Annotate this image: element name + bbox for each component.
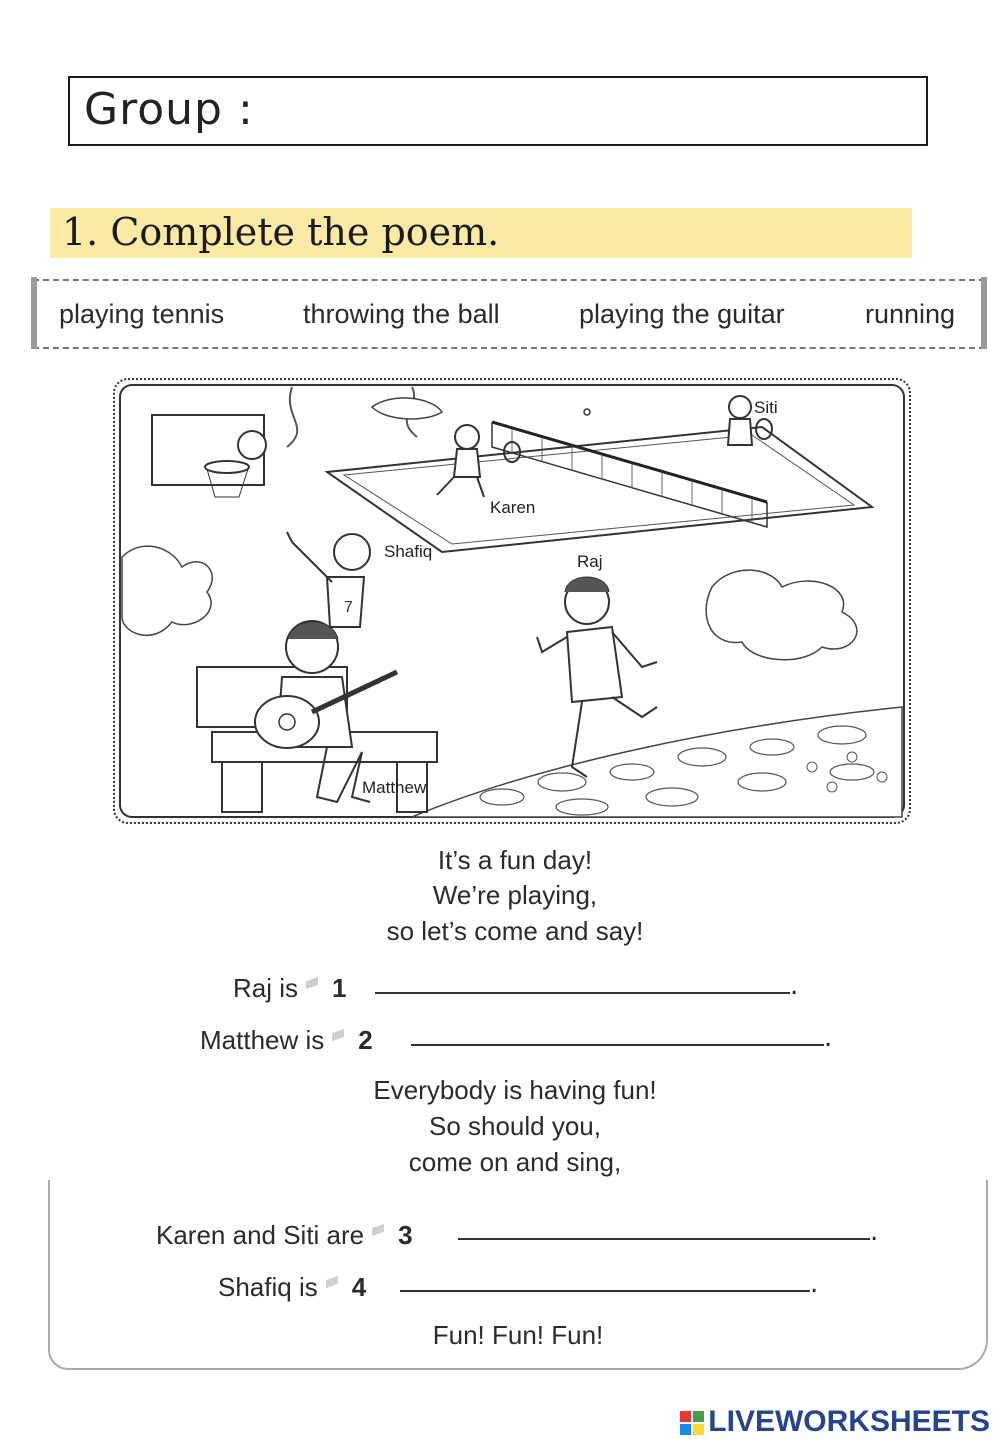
poem-closing: Fun! Fun! Fun! xyxy=(432,1320,604,1350)
siti-head xyxy=(729,396,751,418)
pointer-icon xyxy=(332,1029,344,1041)
instruction-bar xyxy=(50,208,912,258)
pointer-icon xyxy=(372,1224,384,1236)
answer-2-line[interactable] xyxy=(411,1016,824,1046)
group-label: Group : xyxy=(84,84,254,135)
answer-3-line[interactable] xyxy=(458,1210,870,1240)
question-1 xyxy=(233,973,346,1004)
question-4-end: . xyxy=(810,1269,819,1299)
question-4-prefix: Shafiq is xyxy=(218,1272,318,1302)
question-1-end: . xyxy=(790,971,799,1001)
question-4-number: 4 xyxy=(351,1272,367,1302)
answer-1-input[interactable] xyxy=(375,964,794,994)
group-box xyxy=(68,76,928,146)
answer-3-input[interactable] xyxy=(458,1210,874,1240)
raj-body xyxy=(567,627,622,702)
liveworksheets-logo-icon xyxy=(680,1411,704,1435)
answer-4-line[interactable] xyxy=(400,1262,810,1292)
label-raj: Raj xyxy=(577,552,603,571)
label-shafiq: Shafiq xyxy=(384,542,433,561)
group-input[interactable] xyxy=(250,88,914,138)
bench-leg-left xyxy=(222,762,262,812)
label-matthew: Matthew xyxy=(362,778,427,797)
word-bank-item: throwing the ball xyxy=(303,299,500,329)
guitar-body xyxy=(255,696,319,748)
question-2-end: . xyxy=(824,1023,833,1053)
instruction-text: 1. Complete the poem. xyxy=(62,210,500,254)
shafiq-head xyxy=(334,534,370,570)
question-3 xyxy=(156,1220,413,1251)
poem-line: So should you, xyxy=(428,1111,601,1141)
pointer-icon xyxy=(326,1276,338,1288)
park-illustration xyxy=(112,377,912,825)
poem-line: come on and sing, xyxy=(408,1147,622,1177)
question-3-prefix: Karen and Siti are xyxy=(156,1220,365,1250)
question-3-number: 3 xyxy=(398,1220,413,1250)
word-bank-item: playing the guitar xyxy=(579,299,785,329)
word-bank-item: playing tennis xyxy=(59,299,225,329)
poem-line: We’re playing, xyxy=(432,880,598,910)
poem-line: so let’s come and say! xyxy=(386,916,644,946)
word-bank-item: running xyxy=(865,299,956,329)
label-karen: Karen xyxy=(490,498,536,517)
karen-head xyxy=(455,425,479,449)
answer-1-line[interactable] xyxy=(375,964,790,994)
answer-2-input[interactable] xyxy=(411,1016,828,1046)
pointer-icon xyxy=(306,977,318,989)
question-3-end: . xyxy=(870,1217,879,1247)
question-2-prefix: Matthew is xyxy=(200,1025,325,1055)
label-siti: Siti xyxy=(754,398,778,417)
word-bank-left-edge xyxy=(31,277,37,349)
question-2-number: 2 xyxy=(358,1025,373,1055)
question-2 xyxy=(200,1025,373,1056)
poem-line: It’s a fun day! xyxy=(437,845,593,875)
word-bank-right-edge xyxy=(981,277,987,349)
answer-4-input[interactable] xyxy=(400,1262,814,1292)
karen-body xyxy=(454,449,480,477)
poem-line: Everybody is having fun! xyxy=(373,1075,657,1105)
basketball xyxy=(238,431,266,459)
question-1-number: 1 xyxy=(332,973,347,1003)
brand-text: LIVEWORKSHEETS xyxy=(708,1405,990,1438)
question-1-prefix: Raj is xyxy=(233,973,299,1003)
siti-body xyxy=(728,419,752,445)
shafiq-jersey-number: 7 xyxy=(344,599,353,616)
word-bank xyxy=(33,279,985,349)
brand xyxy=(680,1405,990,1439)
question-4 xyxy=(218,1272,366,1303)
